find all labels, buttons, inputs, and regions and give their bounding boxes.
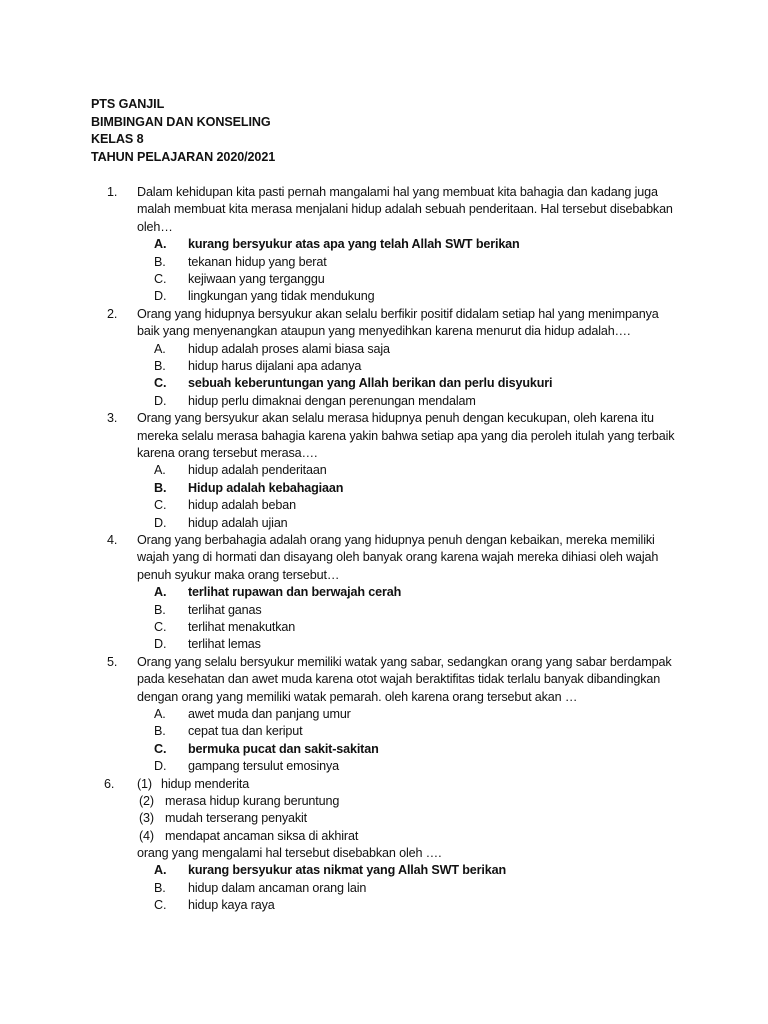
- exam-title: PTS GANJIL: [91, 97, 165, 111]
- option-letter: B.: [154, 254, 166, 269]
- option-letter: D.: [154, 637, 167, 652]
- option-text: hidup perlu dimaknai dengan perenungan mendalam: [188, 393, 476, 408]
- statement-number: (4): [139, 828, 154, 843]
- option-text: kurang bersyukur atas nikmat yang Allah SWT berikan: [188, 863, 507, 878]
- option-text: hidup kaya raya: [188, 898, 275, 913]
- subject-title: BIMBINGAN DAN KONSELING: [91, 114, 271, 129]
- option-text: terlihat menakutkan: [188, 619, 296, 634]
- option-letter: D.: [154, 515, 167, 530]
- question-number: 3.: [107, 411, 118, 426]
- option-a: [0, 236, 768, 253]
- question-number: 6.: [104, 776, 115, 791]
- class-title: KELAS 8: [91, 132, 144, 146]
- statement-number: (1): [137, 776, 152, 791]
- statement-text: mendapat ancaman siksa di akhirat: [165, 828, 359, 843]
- option-letter: A.: [154, 341, 166, 356]
- option-b: [0, 602, 768, 619]
- statement-number: (3): [139, 811, 154, 826]
- option-a: [0, 584, 768, 601]
- option-c: [0, 897, 768, 914]
- question-number: 5.: [107, 654, 118, 669]
- option-text: kejiwaan yang terganggu: [188, 272, 325, 286]
- statement-item: [137, 793, 768, 810]
- option-text: hidup adalah penderitaan: [188, 463, 327, 478]
- statement-number: (2): [139, 793, 154, 808]
- option-b: [0, 480, 768, 497]
- option-text: cepat tua dan keriput: [188, 724, 303, 739]
- option-text: lingkungan yang tidak mendukung: [188, 289, 375, 304]
- question-text: Orang yang berbahagia adalah orang yang hidupnya penuh dengan kebaikan, mereka memiliki wajah yang di hormati dan disayang oleh banyak orang karena wajah mereka dihiasi oleh wajah penuh syukur maka orang tersebut…: [137, 532, 659, 582]
- option-letter: B.: [154, 724, 166, 739]
- question-text: orang yang mengalami hal tersebut disebabkan oleh ….: [137, 846, 442, 861]
- question-number: 4.: [107, 532, 118, 547]
- option-text: Hidup adalah kebahagiaan: [188, 480, 344, 495]
- option-letter: A.: [154, 585, 167, 600]
- option-d: [0, 515, 768, 532]
- question-list: [0, 184, 768, 915]
- option-d: [0, 288, 768, 305]
- option-letter: A.: [154, 863, 167, 878]
- statement-text: mudah terserang penyakit: [165, 811, 308, 826]
- option-c: [0, 271, 768, 288]
- option-text: hidup dalam ancaman orang lain: [188, 880, 367, 895]
- option-d: [0, 393, 768, 410]
- statement-item: [137, 810, 768, 827]
- option-text: sebuah keberuntungan yang Allah berikan dan perlu disyukuri: [188, 376, 553, 391]
- question-6: [0, 776, 768, 915]
- option-text: hidup adalah ujian: [188, 515, 288, 530]
- question-2: [0, 306, 768, 410]
- option-a: [0, 706, 768, 723]
- option-letter: C.: [154, 376, 167, 391]
- question-number: 2.: [107, 306, 118, 321]
- option-d: [0, 636, 768, 653]
- option-letter: B.: [154, 480, 167, 495]
- option-c: [0, 497, 768, 514]
- option-text: terlihat rupawan dan berwajah cerah: [188, 585, 402, 600]
- question-text: Orang yang bersyukur akan selalu merasa hidupnya penuh dengan kecukupan, oleh karena itu mereka selalu merasa bahagia karena yakin bahwa setiap apa yang dia peroleh itulah yang terbaik karena orang tersebut merasa….: [137, 411, 675, 460]
- question-4: [0, 532, 768, 654]
- option-text: gampang tersulut emosinya: [188, 759, 339, 774]
- option-letter: C.: [154, 619, 167, 634]
- option-text: hidup adalah beban: [188, 498, 296, 513]
- option-b: [0, 723, 768, 740]
- option-text: awet muda dan panjang umur: [188, 706, 351, 721]
- option-letter: B.: [154, 358, 166, 373]
- option-letter: D.: [154, 289, 167, 304]
- academic-year-title: TAHUN PELAJARAN 2020/2021: [91, 149, 276, 164]
- option-letter: C.: [154, 272, 167, 286]
- question-number: 1.: [107, 185, 118, 199]
- statement-text: merasa hidup kurang beruntung: [165, 793, 340, 808]
- question-text: Orang yang hidupnya bersyukur akan selalu berfikir positif didalam setiap hal yang menimpanya baik yang menyenangkan ataupun yang menyedihkan karena menurut dia hidup adalah….: [137, 306, 659, 339]
- statement-text: hidup menderita: [161, 776, 250, 791]
- statement-item: [137, 828, 768, 845]
- option-letter: A.: [154, 463, 166, 478]
- option-a: [0, 862, 768, 879]
- option-letter: C.: [154, 498, 167, 513]
- question-text: Orang yang selalu bersyukur memiliki watak yang sabar, sedangkan orang yang sabar berdampak pada kesehatan dan awet muda karena otot wajah beraktifitas tidak terlalu banyak dibandingkan dengan orang yang memiliki watak pemarah. oleh karena orang tersebut akan …: [137, 654, 672, 704]
- statement-item: [137, 776, 768, 793]
- statement-list: [137, 776, 768, 846]
- option-c: [0, 375, 768, 392]
- option-b: [0, 254, 768, 271]
- option-text: hidup harus dijalani apa adanya: [188, 358, 362, 373]
- option-text: terlihat ganas: [188, 602, 262, 617]
- option-text: terlihat lemas: [188, 637, 261, 652]
- option-letter: A.: [154, 237, 167, 252]
- option-d: [0, 758, 768, 775]
- option-b: [0, 880, 768, 897]
- option-letter: B.: [154, 602, 166, 617]
- option-b: [0, 358, 768, 375]
- option-letter: C.: [154, 898, 167, 913]
- option-letter: A.: [154, 706, 166, 721]
- option-a: [0, 341, 768, 358]
- option-letter: D.: [154, 759, 167, 774]
- document-header: [91, 96, 275, 166]
- question-text: Dalam kehidupan kita pasti pernah mangalami hal yang membuat kita bahagia dan kadang juga malah membuat kita merasa menjalani hidup adalah sebuah penderitaan. Hal tersebut disebabkan oleh…: [137, 185, 673, 234]
- option-text: tekanan hidup yang berat: [188, 254, 327, 269]
- option-c: [0, 619, 768, 636]
- question-5: [0, 654, 768, 776]
- option-text: bermuka pucat dan sakit-sakitan: [188, 741, 379, 756]
- option-letter: D.: [154, 393, 167, 408]
- option-letter: B.: [154, 880, 166, 895]
- option-c: [0, 741, 768, 758]
- question-1: [0, 184, 768, 306]
- option-text: kurang bersyukur atas apa yang telah Allah SWT berikan: [188, 237, 520, 252]
- option-letter: C.: [154, 741, 167, 756]
- option-text: hidup adalah proses alami biasa saja: [188, 341, 390, 356]
- question-3: [0, 410, 768, 532]
- option-a: [0, 462, 768, 479]
